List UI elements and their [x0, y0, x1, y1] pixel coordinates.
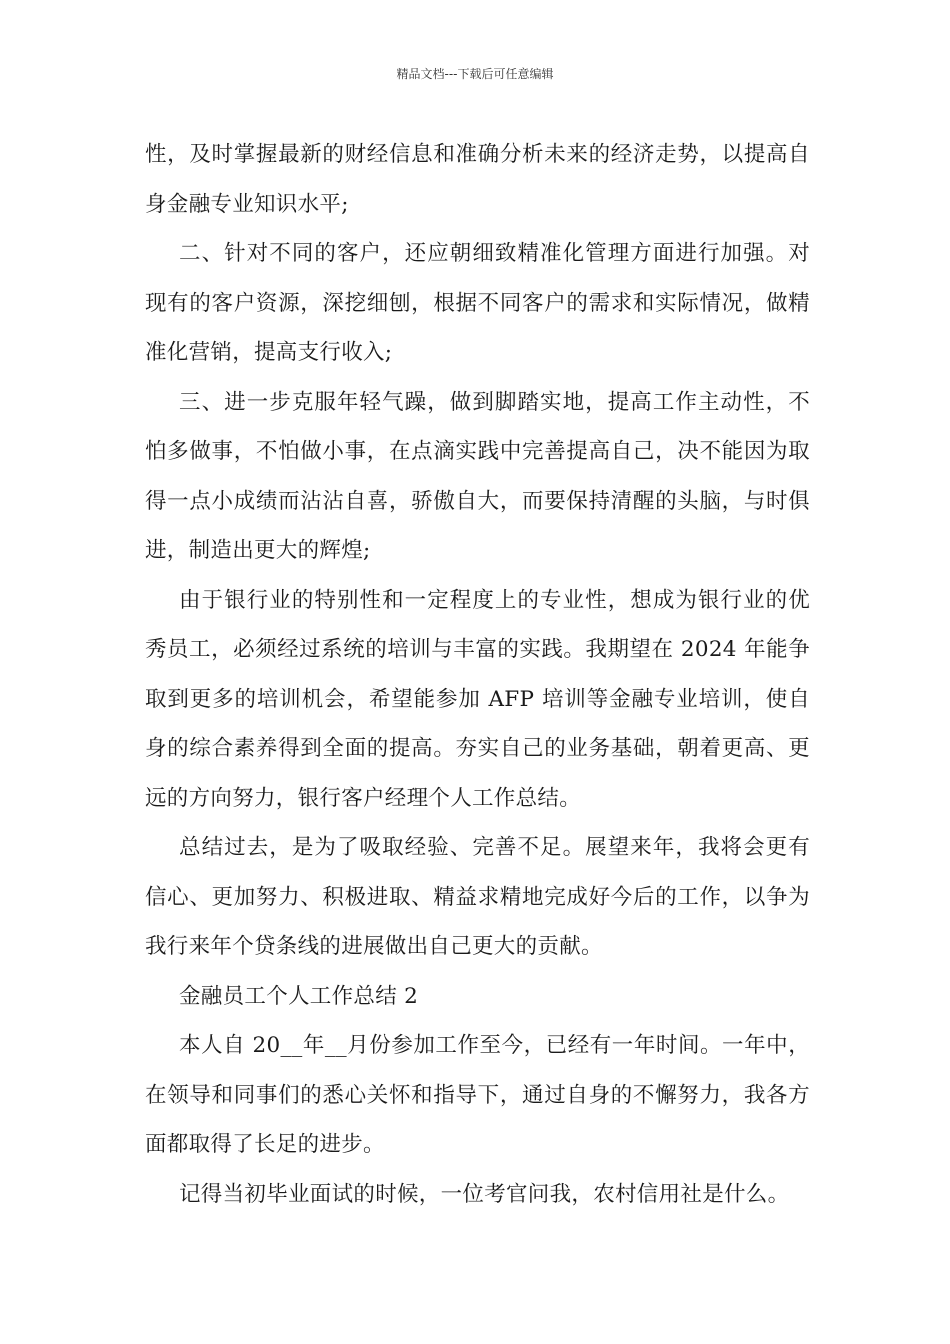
paragraph-intro: 本人自 20__年__月份参加工作至今，已经有一年时间。一年中，在领导和同事们的悉心关怀和指导下，通过自身的不懈努力，我各方面都取得了长足的进步。 — [145, 1033, 810, 1157]
document-body — [145, 130, 810, 1219]
paragraph-point-two: 二、针对不同的客户，还应朝细致精准化管理方面进行加强。对现有的客户资源，深挖细刨，根据不同客户的需求和实际情况，做精准化营销，提高支行收入; — [145, 241, 810, 365]
paragraph-interview: 记得当初毕业面试的时候，一位考官问我，农村信用社是什么。 — [179, 1181, 790, 1207]
section-heading: 金融员工个人工作总结 2 — [179, 983, 419, 1009]
paragraph-continuation: 性，及时掌握最新的财经信息和准确分析未来的经济走势，以提高自身金融专业知识水平; — [145, 142, 810, 217]
paragraph-summary: 总结过去，是为了吸取经验、完善不足。展望来年，我将会更有信心、更加努力、积极进取、精益求精地完成好今后的工作，以争为我行来年个贷条线的进展做出自己更大的贡献。 — [145, 835, 810, 959]
paragraph-point-three: 三、进一步克服年轻气躁，做到脚踏实地，提高工作主动性，不怕多做事，不怕做小事，在点滴实践中完善提高自己，决不能因为取得一点小成绩而沾沾自喜，骄傲自大，而要保持清醒的头脑，与时俱进，制造出更大的辉煌; — [145, 389, 810, 563]
page-header: 精品文档---下载后可任意编辑 — [396, 67, 554, 81]
paragraph-training: 由于银行业的特别性和一定程度上的专业性，想成为银行业的优秀员工，必须经过系统的培训与丰富的实践。我期望在 2024 年能争取到更多的培训机会，希望能参加 AFP 培训等金融专业培训，使自身的综合素养得到全面的提高。夯实自己的业务基础，朝着更高、更远的方向努力，银行客户经理个人工作总结。 — [145, 587, 810, 811]
